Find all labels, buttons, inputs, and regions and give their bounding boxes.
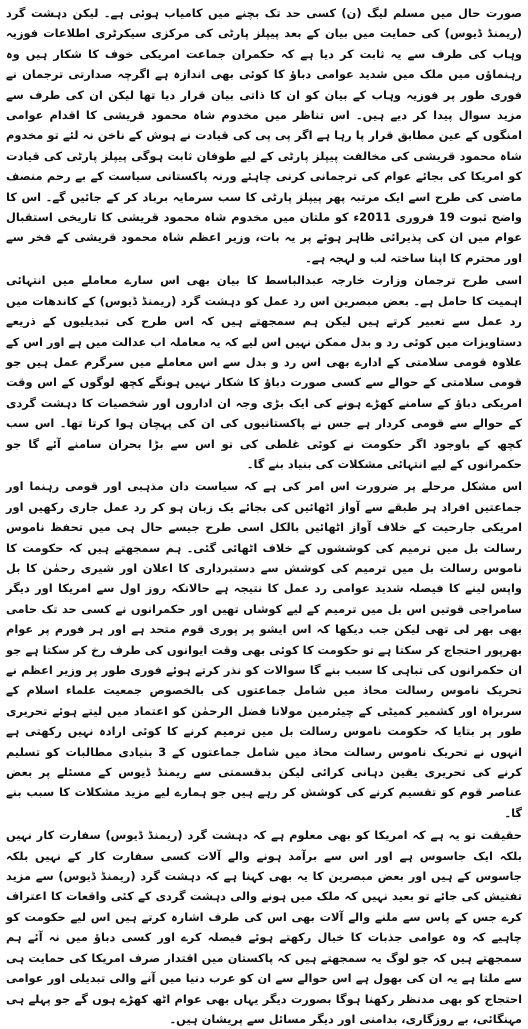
paragraph-1: صورت حال میں مسلم لیگ (ن) کسی حد تک بچنے میں کامیاب ہوئی ہے۔ لیکن دہشت گرد (ریمنڈ ڈیوس) کی حمایت میں بیان کے بعد پیپلز پارٹی کی مرکزی سیکرٹری اطلاعات فوزیہ وہاب کی طرف سے یہ ثابت کر دیا ہے کہ حکمران جماعت امریکی خوف کا شکار ہیں وہ رہنماؤں میں ملک میں شدید عوامی دباؤ کا کوئی بھی اندازہ ہے اگرچہ صدارتی ترجمان نے فوری طور پر فوزیہ وہاب کے بیان کو ان کا ذاتی بیان قرار دیا تھا لیکن ان کی طرف سے مزید سوال پیدا کر دیے ہیں۔ اس تناظر میں مخدوم شاہ محمود قریشی کا اقدام عوامی امنگوں کے عین مطابق قرار پا رہا ہے اگر پی پی کی قیادت نے ہوش کے ناخن نہ لئے تو مخدوم شاہ محمود قریشی کی مخالفت پیپلز پارٹی کے لیے طوفان ثابت ہوگی پیپلز پارٹی کی قیادت کو امریکا کی بجائے عوام کی ترجمانی کرنی چاہئے ورنہ پاکستانی سیاست کے بے رحم منصف ماضی کی طرح اسے ایک مرتبہ پھر پیپلز پارٹی کا سب سرمایہ برباد کر کے جائیں گے۔ اس کا واضح ثبوت 19 فروری 2011ء کو ملتان میں مخدوم شاہ محمود قریشی کا تاریخی استقبال عوام میں ان کی پذیرائی ظاہر ہوئے پر یہ بات، وزیر اعظم شاہ محمود قریشی کے فخر سے اور محترم کا اپنا ساختہ لب و لہجہ ہے۔ [6,6,522,265]
paragraph-2: اسی طرح ترجمان وزارت خارجہ عبدالباسط کا بیان بھی اس سارے معاملے میں انتہائی اہمیت کا حامل ہے۔ بعض مبصرین اس رد عمل کو دہشت گرد (ریمنڈ ڈیوس) کے کاندھات میں رد عمل سے تعبیر کرتے ہیں لیکن ہم سمجھتے ہیں کہ اس طرح کی تبدیلیوں کے ذریعے دستاویزات میں کوئی رد و بدل ممکن نہیں اس لیے کہ یہ معاملہ اب عدالت میں ہے اور اس کے علاوہ قومی سلامتی کے ادارے بھی اس رد و بدل سے اس معاملے میں سرگرم عمل ہیں جو قومی سلامتی کے حوالے سے کسی صورت دباؤ کا شکار نہیں ہونگے کچھ لوگوں کے اس وقت امریکی دباؤ کے سامنے کھڑے ہونے کی ایک بڑی وجہ ان اداروں اور شخصیات کا دہشت گردی کے حوالے سے قومی کردار ہے جس نے پاکستانیوں کی ان کی پہچان ہوا کرتا تھا۔ اس سب کچھ کے باوجود اگر حکومت نے کوئی غلطی کی تو اس سے بڑا بحران سامنے آئے گا جو حکمرانوں کے لیے انتہائی مشکلات کی بنیاد بنے گا۔ [6,273,522,471]
paragraph-3: اس مشکل مرحلے پر ضرورت اس امر کی ہے کہ سیاست دان مذہبی اور قومی رہنما اور جماعتیں افراد ہر طبقے سے آواز اٹھائیں کی بجائے یک زبان ہو کر رد عمل جاری رکھیں اور امریکی جارحیت کے خلاف آواز اٹھائیں بالکل اسی طرح جیسے حال ہی میں تحفظ ناموس رسالت بل میں ترمیم کی کوششوں کے خلاف اٹھائی گئی۔ ہم سمجھتے ہیں کہ حکومت کا ناموس رسالت بل میں ترمیم کی کوشش سے دستبرداری کا اعلان اور شیری رحمٰن کا بل واپس لینے کا فیصلہ شدید عوامی رد عمل کا نتیجہ ہے حالانکہ روز اول سے امریکا اور دیگر سامراجی قوتیں اس بل میں ترمیم کے لیے کوشاں تھیں اور حکمرانوں نے کسی حد تک حامی بھی بھر لی تھی لیکن جب دیکھا کہ اس ایشو پر پوری قوم متحد ہے اور ہر فورم پر عوام بھرپور احتجاج کر سکتا ہے تو حکومت کا کوئی بھی وقت ایوانوں کی طرف رخ کر سکتا ہے جو ان حکمرانوں کی تباہی کا سبب بنے گا سوالات کو نذر کرتے ہوئے فوری طور پر وزیر اعظم نے تحریک ناموس رسالت محاذ میں شامل جماعتوں کی بالخصوص جمعیت علماء اسلام کے سربراہ اور کشمیر کمیٹی کے چیئرمین مولانا فضل الرحمٰن کو اعتماد میں لیتے ہوئے تحریری طور پر بتایا کہ حکومت ناموس رسالت بل میں ترمیم کرنے کا کوئی ارادہ نہیں رکھتی ہے انہوں نے تحریک ناموس رسالت محاذ میں شامل جماعتوں کے 3 بنیادی مطالبات کو تسلیم کرنے کی تحریری یقین دہانی کرائی لیکن بدقسمتی سے ریمنڈ ڈیوس کے مسئلے پر بعض عناصر قوم کو تقسیم کرنے کی کوشش کر رہے ہیں جو ہمارے لیے مزید مشکلات کا سبب بنے گا۔ [6,479,522,820]
paragraph-4: حقیقت تو یہ ہے کہ امریکا کو بھی معلوم ہے کہ دہشت گرد (ریمنڈ ڈیوس) سفارت کار نہیں بلکہ ایک جاسوس ہے اور اس سے برآمد ہونے والے آلات کسی سفارت کار کے نہیں بلکہ جاسوس کے ہیں اور بعض مبصرین کا یہ بھی کہنا ہے کہ دہشت گرد (ریمنڈ ڈیوس) سے مزید تفتیش کی جائے تو بعید نہیں کہ ملک میں ہونے والی دہشت گردی کے کئی واقعات کا اعتراف کرے جس کے پاس سے ملنے والے آلات بھی اس کی طرف اشارہ کرتے ہیں اس لیے حکومت کو چاہیے کہ وہ عوامی جذبات کا خیال رکھتے ہوئے فیصلہ کرے اور کسی دباؤ میں نہ آئے ہم سمجھتے ہیں کہ جو لوگ یہ سمجھتے ہیں کہ پاکستان میں اقتدار صرف امریکا کی حمایت ہی سے ملتا ہے یہ ان کی بھول ہے اس حوالے سے ان کو عرب دنیا میں آنے والی تبدیلی اور عوامی احتجاج کو بھی مدنظر رکھنا ہوگا بصورت دیگر یہاں بھی عوام اٹھ کھڑے ہوں گے جو پہلے ہی مہنگائی، بے روزگاری، بدامنی اور دیگر مسائل سے پریشان ہیں۔ [6,828,522,1026]
